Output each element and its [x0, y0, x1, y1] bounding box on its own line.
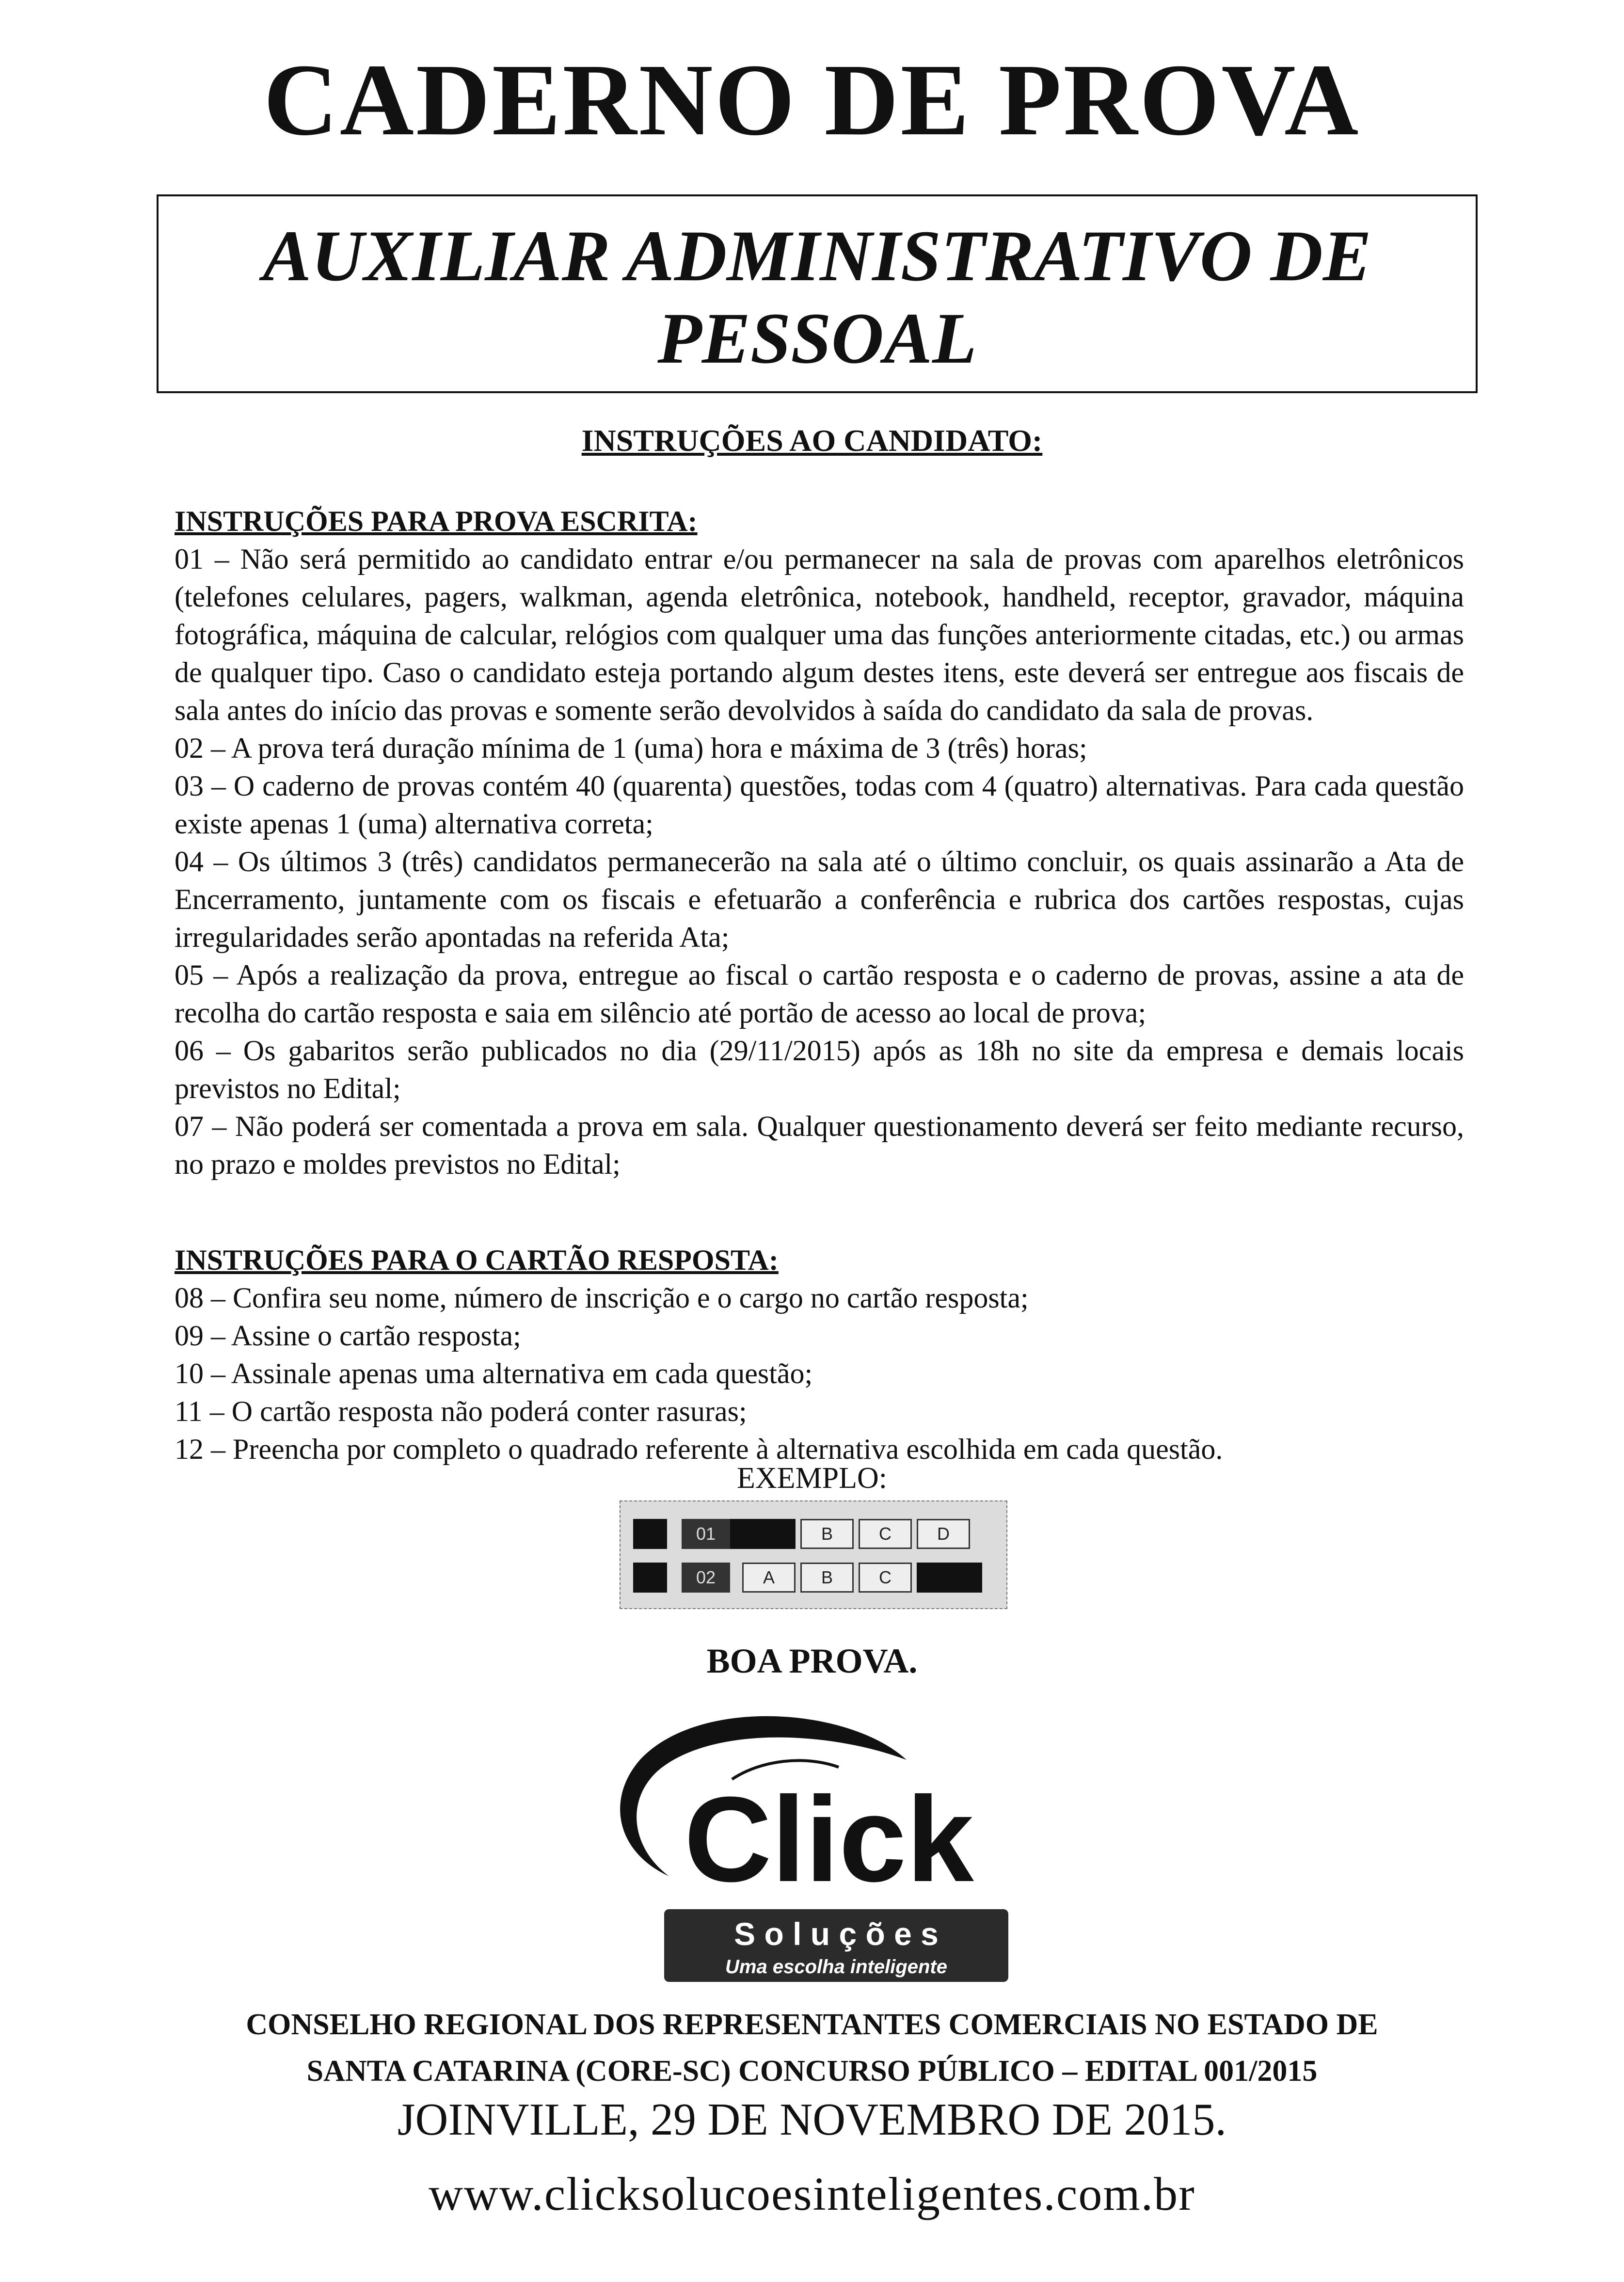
filled-option — [730, 1519, 796, 1549]
answer-card-example — [620, 1500, 1007, 1609]
instruction-item: 12 – Preencha por completo o quadrado referente à alternativa escolhida em cada questão. — [175, 1433, 1223, 1465]
option-box: C — [859, 1563, 912, 1593]
instructions-title: INSTRUÇÕES AO CANDIDATO: — [581, 423, 1043, 458]
written-exam-section — [175, 502, 1464, 1183]
instruction-item: 07 – Não poderá ser comentada a prova em sala. Qualquer questionamento deverá ser feito mediante recurso, no prazo e moldes previstos no Edital; — [175, 1110, 1464, 1180]
answer-card-section — [175, 1241, 1464, 1468]
answer-card-heading: INSTRUÇÕES PARA O CARTÃO RESPOSTA: — [175, 1244, 779, 1276]
option-box: A — [742, 1563, 796, 1593]
option-box: B — [800, 1563, 854, 1593]
written-exam-heading: INSTRUÇÕES PARA PROVA ESCRITA: — [175, 505, 698, 537]
row-marker — [633, 1563, 667, 1593]
example-label: EXEMPLO: — [737, 1462, 887, 1495]
cargo-title-line1: AUXILIAR ADMINISTRATIVO DE — [263, 216, 1371, 296]
option-box: C — [859, 1519, 912, 1549]
instruction-item: 03 – O caderno de provas contém 40 (quarenta) questões, todas com 4 (quatro) alternativas. Para cada questão existe apenas 1 (uma) alternativa correta; — [175, 770, 1464, 840]
instruction-item: 01 – Não será permitido ao candidato entrar e/ou permanecer na sala de provas com aparelhos eletrônicos (telefones celulares, pagers, walkman, agenda eletrônica, notebook, handheld, receptor, gravador, máquina fotográfica, máquina de calcular, relógios com qualquer uma das funções anteriormente citadas, etc.) ou armas de qualquer tipo. Caso o candidato esteja portando algum destes itens, este deverá ser entregue aos fiscais de sala antes do início das provas e somente serão devolvidos à saída do candidato da sala de provas. — [175, 543, 1464, 726]
instruction-item: 02 – A prova terá duração mínima de 1 (uma) hora e máxima de 3 (três) horas; — [175, 732, 1087, 764]
option-box: D — [917, 1519, 970, 1549]
question-number: 02 — [682, 1563, 730, 1593]
footer-org-line1: CONSELHO REGIONAL DOS REPRESENTANTES COMERCIAIS NO ESTADO DE — [246, 2008, 1378, 2041]
instruction-item: 11 – O cartão resposta não poderá conter rasuras; — [175, 1395, 747, 1427]
logo-brand: Click — [684, 1771, 974, 1907]
instruction-item: 08 – Confira seu nome, número de inscrição e o cargo no cartão resposta; — [175, 1282, 1029, 1314]
instruction-item: 04 – Os últimos 3 (três) candidatos permanecerão na sala até o último concluir, os quais assinarão a Ata de Encerramento, juntamente com os fiscais e efetuarão a conferência e rubrica dos cartões respostas, cujas irregularidades serão apontadas na referida Ata; — [175, 846, 1464, 953]
footer-organization — [0, 2001, 1624, 2094]
logo-tagline: Uma escolha inteligente — [725, 1956, 947, 1978]
footer-date: JOINVILLE, 29 DE NOVEMBRO DE 2015. — [397, 2094, 1227, 2145]
instruction-item: 05 – Após a realização da prova, entregue ao fiscal o cartão resposta e o caderno de provas, assine a ata de recolha do cartão resposta e saia em silêncio até portão de acesso ao local de prova; — [175, 959, 1464, 1029]
click-solucoes-logo — [596, 1687, 1033, 1997]
question-number: 01 — [682, 1519, 730, 1549]
cargo-title-line2: PESSOAL — [657, 298, 977, 379]
closing-message: BOA PROVA. — [706, 1642, 918, 1680]
instruction-item: 09 – Assine o cartão resposta; — [175, 1320, 521, 1352]
row-marker — [633, 1519, 667, 1549]
cargo-box — [157, 194, 1478, 393]
logo-sub: S o l u ç õ e s — [734, 1916, 939, 1952]
footer-org-line2: SANTA CATARINA (CORE-SC) CONCURSO PÚBLICO – EDITAL 001/2015 — [306, 2055, 1318, 2088]
option-box: B — [800, 1519, 854, 1549]
footer-url: www.clicksolucoesinteligentes.com.br — [429, 2168, 1195, 2220]
page-title: CADERNO DE PROVA — [263, 43, 1361, 157]
filled-option — [917, 1563, 982, 1593]
instruction-item: 10 – Assinale apenas uma alternativa em cada questão; — [175, 1357, 813, 1389]
instruction-item: 06 – Os gabaritos serão publicados no dia (29/11/2015) após as 18h no site da empresa e demais locais previstos no Edital; — [175, 1035, 1464, 1104]
